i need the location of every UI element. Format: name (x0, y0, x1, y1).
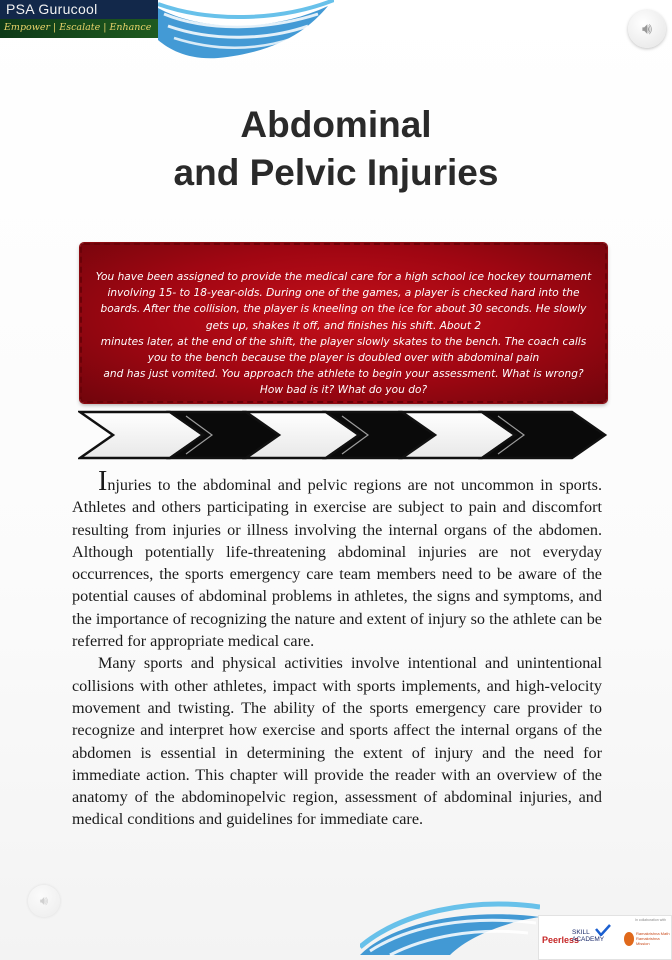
speaker-icon: 🔊︎ (39, 893, 49, 909)
scenario-line: gets up, shakes it off, and finishes his shift. About 2 (205, 319, 482, 332)
scenario-line: How bad is it? What do you do? (259, 384, 428, 397)
scenario-line: involving 15- to 18-year-olds. During one of the games, a player is checked hard into the (107, 287, 580, 300)
rk-line: Ramakrishna Math (636, 931, 670, 936)
ramakrishna-seal-icon (624, 932, 634, 946)
skill-line: SKILL (572, 929, 590, 936)
paragraph-text: njuries to the abdominal and pelvic regions are not uncommon in sports. Athletes and others participating in exercise are subject to pain and discomfort resulting from injuries or illness involving the internal organs of the abdomen. Although potentially life-threatening abdominal injuries are not everyday occurrences, the sports emergency care team members need to be aware of the potential causes of abdominal problems in athletes, the signs and symptoms, and the importance of recognizing the nature and extent of injury so the athlete can be referred for appropriate medical care. (72, 476, 602, 651)
peerless-logo-text: Peerless (542, 935, 580, 945)
scenario-line: minutes later, at the end of the shift, the player slowly skates to the bench. The coach calls (100, 335, 587, 348)
wave-decoration-bottom (360, 895, 540, 960)
page-title-line-2: and Pelvic Injuries (173, 152, 499, 193)
collaboration-note: In collaboration with (635, 918, 666, 922)
chapter-intro (72, 466, 602, 831)
rk-line: Ramakrishna Mission (636, 936, 660, 946)
intro-paragraph-2: Many sports and physical activities involve intentional and unintentional collisions with other athletes, impact with sports implements, and high-velocity movement and twisting. The ability of the sports emergency care provider to recognize and interpret how exercise and sports affect the internal organs of the abdomen is essential in determining the extent of injury and the need for immediate action. This chapter will provide the reader with an overview of the anatomy of the abdominopelvic region, assessment of abdominal injuries, and medical conditions and guidelines for immediate care. (72, 654, 602, 829)
wave-decoration-top (158, 0, 334, 62)
brand-tagline: Empower | Escalate | Enhance (0, 19, 158, 38)
scenario-box (80, 243, 607, 403)
checkmark-logo-icon (595, 924, 611, 936)
partner-logos (538, 915, 672, 960)
ramakrishna-logo-text (636, 931, 671, 946)
speaker-icon: 🔊︎ (641, 19, 653, 38)
intro-paragraph-1 (72, 466, 602, 652)
audio-play-button-secondary[interactable] (28, 885, 60, 917)
scenario-line: You have been assigned to provide the medical care for a high school ice hockey tournament (95, 271, 592, 283)
chevron-arrows-decoration (78, 400, 608, 470)
brand-logo (0, 0, 158, 38)
scenario-line: boards. After the collision, the player is kneeling on the ice for about 30 seconds. He slowly (100, 303, 587, 316)
scenario-line: you to the bench because the player is doubled over with abdominal pain (147, 352, 540, 365)
academy-line: ACADEMY (572, 936, 605, 943)
page-title-line-1: Abdominal (240, 104, 432, 145)
audio-play-button[interactable] (628, 10, 666, 48)
brand-name: PSA Gurucool (6, 1, 98, 17)
drop-cap: I (98, 466, 108, 497)
scenario-line: and has just vomited. You approach the athlete to begin your assessment. What is wrong? (103, 368, 584, 381)
